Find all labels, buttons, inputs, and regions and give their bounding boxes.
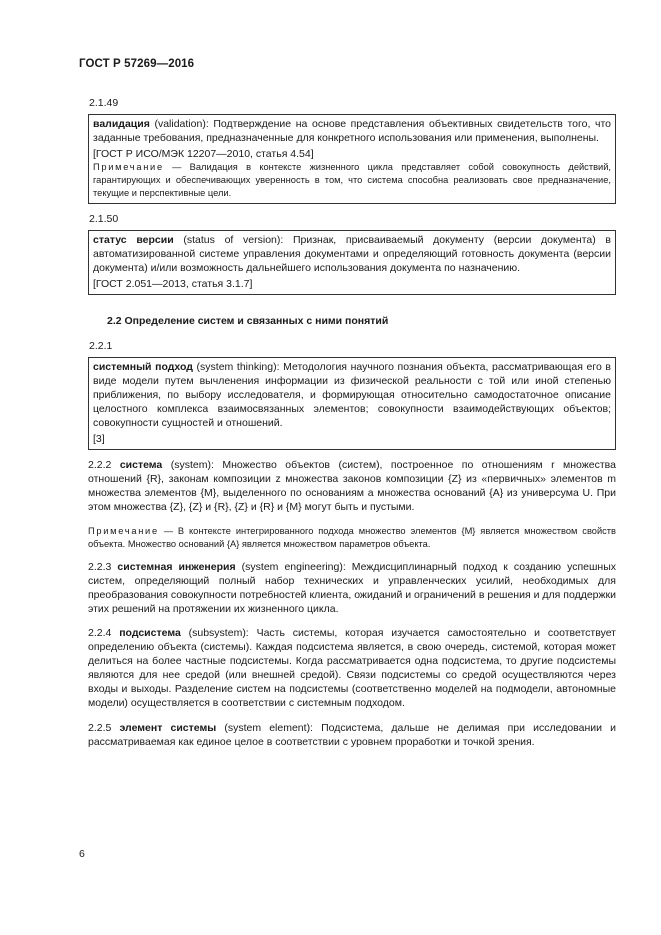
note-text: — В контексте интегрированного подхода множество элементов {M} является множеством свойств объекта. Множество оснований {A} является множеством параметров объекта. bbox=[88, 525, 616, 549]
term-paragraph bbox=[88, 560, 616, 616]
term-name: элемент системы bbox=[119, 721, 217, 734]
term-number: 2.2.5 bbox=[88, 721, 112, 734]
term-number: 2.2.1 bbox=[89, 340, 113, 352]
term-number: 2.2.2 bbox=[88, 459, 112, 471]
term-number: 2.1.49 bbox=[89, 97, 119, 109]
term-definition-box bbox=[88, 114, 616, 204]
term-text: (validation): Подтверждение на основе представления объективных свидетельств того, что заданные требования, предназначенные для конкретного использования или применения, выполнены. bbox=[93, 118, 611, 144]
document-id-header: ГОСТ Р 57269—2016 bbox=[79, 58, 195, 70]
term-number: 2.2.3 bbox=[88, 560, 112, 573]
term-text: (system): Множество объектов (систем), построенное по отношениям r множества отношений {R}, законам композиции z множества законов композиции {Z} из «первичных» элементов m множества элементов {M}, выделенного по основаниям a множества оснований {A} из универсума U. При этом множества {Z}, {Z} и {R}, {Z} и {R} и {M} могут быть и пустыми. bbox=[88, 459, 616, 513]
term-name: система bbox=[119, 459, 163, 471]
term-text: (subsystem): Часть системы, которая изучается самостоятельно и соответствует определению объекта (системы). Каждая подсистема является, в свою очередь, системой, которая может делиться на более частные подсистемы. Когда рассматривается одна подсистема, то другие подсистемы являются для нее средой (или внешней средой). Связи подсистемы со средой осуществляются через входы и выходы. Разделение систем на подсистемы (соответственно моделей на подмодели, автономные модели) осуществляется в соответствии с системным подходом. bbox=[88, 627, 616, 710]
note-label: Примечание bbox=[88, 525, 159, 536]
section-title: 2.2 Определение систем и связанных с ними понятий bbox=[107, 315, 389, 327]
term-reference: [ГОСТ Р ИСО/МЭК 12207—2010, статья 4.54] bbox=[93, 148, 314, 160]
term-text: (status of version): Признак, присваиваемый документу (версии документа) в автоматизированной системе управления документами и определяющий готовность документа (версии документа) и/или возможность дальнейшего использования документа по назначению. bbox=[93, 234, 611, 274]
term-definition bbox=[93, 233, 611, 275]
term-paragraph bbox=[88, 458, 616, 514]
term-text: (system thinking): Методология научного познания объекта, рассматривающая его в виде модели путем вычленения информации из физической реальности с той или иной степенью приближения, по выбору исследователя, и формирующая относительно самодостаточное описание целостного комплекса взаимосвязанных элементов; совокупности взаимодействующих объектов; совокупности сущностей и отношений. bbox=[93, 361, 611, 429]
term-text: (system engineering): Междисциплинарный подход к созданию успешных систем, определяющий полный набор технических и управленческих усилий, необходимых для преобразования совокупности потребностей клиента, ожиданий и ограничений в решения и для поддержки этих решений на протяжении их жизненного цикла. bbox=[88, 560, 616, 615]
term-name: системная инженерия bbox=[117, 560, 236, 573]
term-name: подсистема bbox=[119, 627, 181, 640]
document-content bbox=[88, 97, 616, 759]
term-name: системный подход bbox=[93, 361, 193, 373]
term-paragraph bbox=[88, 721, 616, 749]
term-name: валидация bbox=[93, 118, 150, 130]
term-number: 2.2.4 bbox=[88, 627, 112, 640]
note-text: — Валидация в контексте жизненного цикла представляет собой совокупность действий, гарантирующих и обеспечивающих уверенность в том, что система способна реализовать свое предназначение, текущие и перспективные цели. bbox=[93, 162, 611, 198]
term-reference: [3] bbox=[93, 433, 105, 445]
term-note bbox=[88, 525, 616, 551]
term-paragraph bbox=[88, 626, 616, 710]
term-note bbox=[93, 161, 611, 200]
term-definition bbox=[93, 117, 611, 145]
term-text: (system element): Подсистема, дальше не делимая при исследовании и рассматриваемая как единое целое в соответствии с уровнем проработки и точкой зрения. bbox=[88, 721, 616, 748]
term-number: 2.1.50 bbox=[89, 213, 119, 225]
term-reference: [ГОСТ 2.051—2013, статья 3.1.7] bbox=[93, 278, 253, 290]
term-definition-box bbox=[88, 357, 616, 450]
term-name: статус версии bbox=[93, 234, 174, 246]
term-definition bbox=[93, 360, 611, 430]
page-number: 6 bbox=[79, 848, 85, 860]
note-label: Примечание bbox=[93, 162, 164, 172]
term-definition-box bbox=[88, 230, 616, 295]
